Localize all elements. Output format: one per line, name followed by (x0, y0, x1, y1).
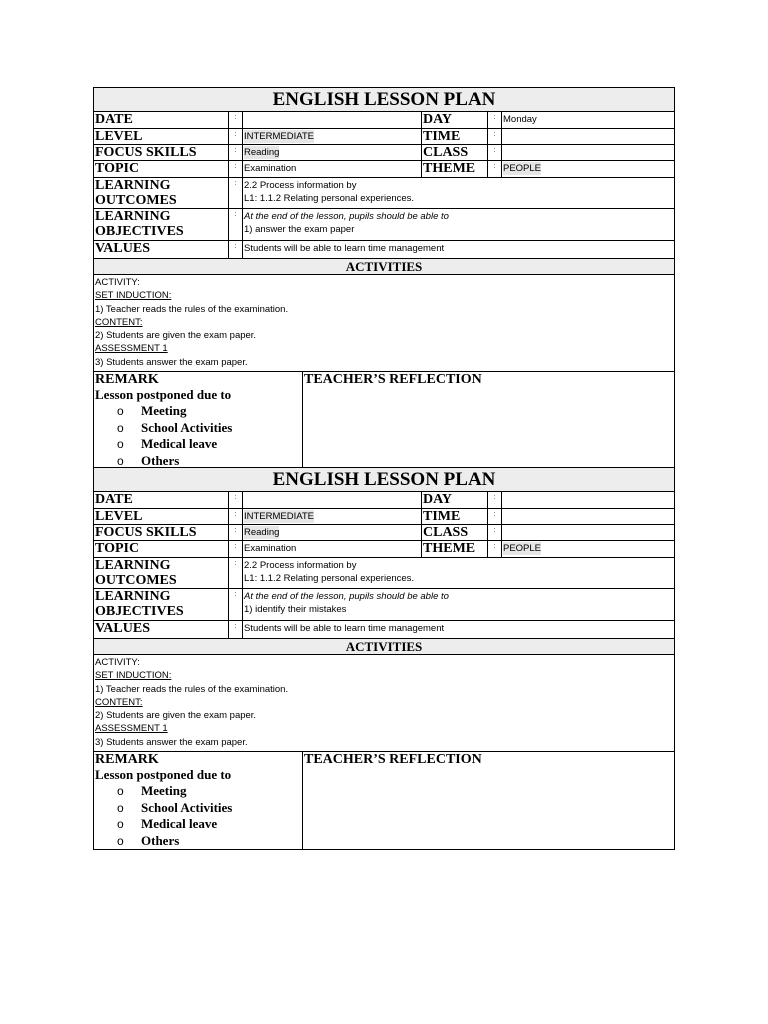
day-value[interactable]: Monday (502, 112, 675, 129)
content-heading: CONTENT: (95, 316, 143, 328)
remark-cell[interactable] (94, 372, 303, 470)
lesson-plan-title: ENGLISH LESSON PLAN (94, 468, 675, 492)
teachers-reflection-label: TEACHER’S REFLECTION (304, 752, 482, 767)
values-separator: : (229, 241, 243, 259)
theme-label: THEME (422, 541, 488, 558)
learning-outcomes-label: LEARNING OUTCOMES (94, 558, 229, 589)
remark-label: REMARK (95, 752, 159, 767)
lesson-plan-2 (93, 467, 674, 850)
set-induction-heading: SET INDUCTION: (95, 290, 172, 302)
learning-objectives-separator: : (229, 209, 243, 241)
lesson-plan-title: ENGLISH LESSON PLAN (94, 88, 675, 112)
learning-outcomes-separator: : (229, 178, 243, 209)
date-separator: : (229, 112, 243, 129)
topic-label: TOPIC (94, 161, 229, 178)
class-separator: : (488, 525, 502, 541)
bullet-circle-icon: o (117, 817, 124, 831)
level-label: LEVEL (94, 129, 229, 145)
class-separator: : (488, 145, 502, 161)
theme-value: PEOPLE (503, 163, 542, 174)
bullet-circle-icon: o (117, 420, 124, 435)
date-value[interactable] (243, 492, 422, 509)
day-value[interactable] (502, 492, 675, 509)
bullet-circle-icon: o (117, 784, 124, 798)
time-separator: : (488, 509, 502, 525)
class-value[interactable] (502, 525, 675, 541)
day-separator: : (488, 112, 502, 129)
postponed-reasons-list (95, 403, 301, 469)
postponed-label: Lesson postponed due to (95, 387, 232, 402)
reason-school-activities[interactable] (117, 800, 301, 817)
postponed-label: Lesson postponed due to (95, 767, 232, 782)
activity-heading: ACTIVITY: (95, 277, 140, 288)
learning-objectives-label: LEARNING OBJECTIVES (94, 209, 229, 241)
theme-label: THEME (422, 161, 488, 178)
focus-skills-label: FOCUS SKILLS (94, 525, 229, 541)
day-label: DAY (422, 492, 488, 509)
topic-value[interactable]: Examination (243, 161, 422, 178)
learning-objectives-value[interactable] (243, 209, 675, 241)
level-label: LEVEL (94, 509, 229, 525)
activity-step-3: 3) Students answer the exam paper. (95, 736, 248, 748)
learning-objectives-separator: : (229, 589, 243, 621)
set-induction-heading: SET INDUCTION: (95, 670, 172, 682)
learning-objectives-line-2: 1) answer the exam paper (244, 224, 355, 235)
learning-outcomes-value[interactable] (243, 558, 675, 589)
learning-objectives-label: LEARNING OBJECTIVES (94, 589, 229, 621)
activity-step-1: 1) Teacher reads the rules of the examination. (95, 683, 289, 695)
assessment-heading: ASSESSMENT 1 (95, 343, 168, 355)
focus-skills-separator: : (229, 145, 243, 161)
focus-skills-separator: : (229, 525, 243, 541)
values-value[interactable]: Students will be able to learn time management (243, 241, 675, 259)
learning-objectives-line-1: At the end of the lesson, pupils should be able to (244, 211, 449, 222)
date-label: DATE (94, 112, 229, 129)
level-separator: : (229, 129, 243, 145)
focus-skills-value: Reading (244, 527, 280, 538)
theme-separator: : (488, 161, 502, 178)
bullet-circle-icon: o (117, 404, 124, 418)
assessment-heading: ASSESSMENT 1 (95, 723, 168, 735)
level-cell[interactable] (243, 129, 422, 145)
topic-value[interactable]: Examination (243, 541, 422, 558)
date-value[interactable] (243, 112, 422, 129)
bullet-circle-icon: o (117, 800, 124, 815)
learning-objectives-value[interactable] (243, 589, 675, 621)
activity-step-2: 2) Students are given the exam paper. (95, 710, 257, 722)
remark-cell[interactable] (94, 752, 303, 850)
day-separator: : (488, 492, 502, 509)
reason-medical-leave[interactable] (117, 436, 301, 453)
class-value[interactable] (502, 145, 675, 161)
topic-label: TOPIC (94, 541, 229, 558)
remark-label: REMARK (95, 372, 159, 387)
learning-outcomes-line-2: L1: 1.1.2 Relating personal experiences. (244, 193, 415, 204)
learning-objectives-line-2: 1) identify their mistakes (244, 604, 347, 615)
teachers-reflection-cell[interactable] (303, 752, 675, 850)
teachers-reflection-cell[interactable] (303, 372, 675, 470)
theme-value: PEOPLE (503, 543, 542, 554)
date-label: DATE (94, 492, 229, 509)
reason-meeting[interactable] (117, 403, 301, 420)
reason-label: Meeting (141, 403, 187, 418)
reason-school-activities[interactable] (117, 420, 301, 437)
activity-step-1: 1) Teacher reads the rules of the examination. (95, 303, 289, 315)
time-separator: : (488, 129, 502, 145)
focus-skills-cell[interactable] (243, 525, 422, 541)
theme-cell[interactable] (502, 541, 675, 558)
day-label: DAY (422, 112, 488, 129)
bullet-circle-icon: o (117, 453, 124, 468)
values-label: VALUES (94, 621, 229, 639)
postponed-reasons-list (95, 783, 301, 849)
time-value[interactable] (502, 509, 675, 525)
date-separator: : (229, 492, 243, 509)
learning-objectives-line-1: At the end of the lesson, pupils should be able to (244, 591, 449, 602)
time-value[interactable] (502, 129, 675, 145)
reason-medical-leave[interactable] (117, 816, 301, 833)
values-separator: : (229, 621, 243, 639)
activity-heading: ACTIVITY: (95, 657, 140, 668)
activities-header: ACTIVITIES (94, 639, 675, 655)
lesson-plan-table (93, 467, 675, 850)
bullet-circle-icon: o (117, 833, 124, 848)
time-label: TIME (422, 509, 488, 525)
reason-others[interactable] (117, 833, 301, 850)
learning-outcomes-line-1: 2.2 Process information by (244, 180, 357, 191)
class-label: CLASS (422, 145, 488, 161)
focus-skills-cell[interactable] (243, 145, 422, 161)
activities-content[interactable] (94, 655, 675, 752)
time-label: TIME (422, 129, 488, 145)
theme-separator: : (488, 541, 502, 558)
activity-step-2: 2) Students are given the exam paper. (95, 330, 257, 342)
topic-separator: : (229, 541, 243, 558)
level-value: INTERMEDIATE (244, 511, 315, 522)
focus-skills-label: FOCUS SKILLS (94, 145, 229, 161)
reason-label: School Activities (141, 419, 233, 435)
learning-outcomes-label: LEARNING OUTCOMES (94, 178, 229, 209)
bullet-circle-icon: o (117, 437, 124, 451)
learning-outcomes-line-1: 2.2 Process information by (244, 560, 357, 571)
reason-label: Others (141, 832, 180, 848)
focus-skills-value: Reading (244, 147, 280, 158)
learning-outcomes-value[interactable] (243, 178, 675, 209)
activities-content[interactable] (94, 275, 675, 372)
teachers-reflection-label: TEACHER’S REFLECTION (304, 372, 482, 387)
class-label: CLASS (422, 525, 488, 541)
activities-header: ACTIVITIES (94, 259, 675, 275)
theme-cell[interactable] (502, 161, 675, 178)
level-cell[interactable] (243, 509, 422, 525)
reason-label: Meeting (141, 783, 187, 798)
level-separator: : (229, 509, 243, 525)
level-value: INTERMEDIATE (244, 131, 315, 142)
reason-label: Others (141, 452, 180, 468)
values-label: VALUES (94, 241, 229, 259)
lesson-plan-1 (93, 87, 674, 470)
learning-outcomes-line-2: L1: 1.1.2 Relating personal experiences. (244, 573, 415, 584)
learning-outcomes-separator: : (229, 558, 243, 589)
activity-step-3: 3) Students answer the exam paper. (95, 356, 248, 368)
reason-meeting[interactable] (117, 783, 301, 800)
lesson-plan-table (93, 87, 675, 470)
reason-label: Medical leave (141, 436, 218, 451)
content-heading: CONTENT: (95, 696, 143, 708)
reason-label: Medical leave (141, 816, 218, 831)
values-value[interactable]: Students will be able to learn time management (243, 621, 675, 639)
topic-separator: : (229, 161, 243, 178)
reason-label: School Activities (141, 799, 233, 815)
